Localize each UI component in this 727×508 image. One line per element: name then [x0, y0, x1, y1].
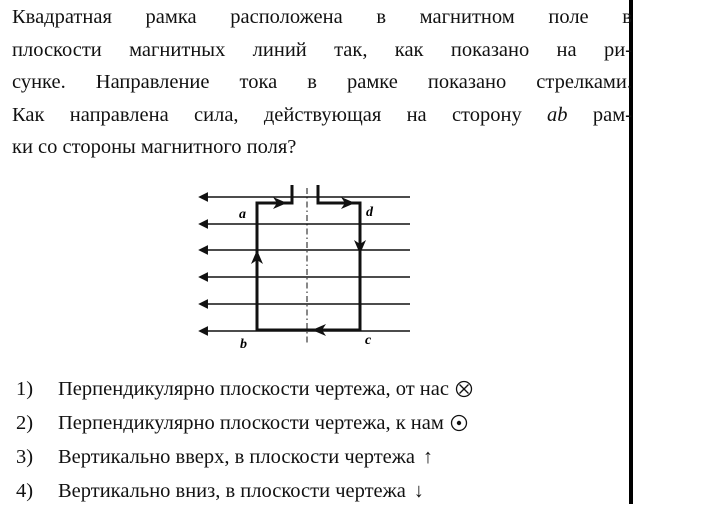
- problem-line-3: сунке. Направление тока в рамке показано стрелками.: [12, 71, 632, 93]
- answer-option-1[interactable]: [16, 372, 473, 406]
- option-text: Перпендикулярно плоскости чертежа, от нас: [58, 378, 449, 400]
- corner-label-b: b: [240, 337, 247, 350]
- problem-line-4-tail: рам-: [592, 103, 632, 126]
- corner-label-a: a: [239, 207, 246, 222]
- frame-right-part: [307, 185, 360, 330]
- corner-label-d: d: [366, 205, 373, 220]
- arrow-up-icon: ↑: [423, 446, 434, 468]
- magnetic-field-lines: [207, 197, 410, 331]
- answer-options: [16, 372, 473, 508]
- frame-diagram-svg: [195, 178, 415, 350]
- cross-in-circle-icon: [455, 380, 473, 398]
- problem-line-4-head: Как направлена сила, действующая на сторону: [12, 103, 522, 126]
- arrow-down-icon: ↓: [413, 480, 424, 502]
- problem-line-1: Квадратная рамка расположена в магнитном поле в: [12, 6, 632, 28]
- answer-option-3[interactable]: [16, 440, 473, 474]
- option-number: 3): [16, 446, 34, 468]
- corner-label-c: c: [365, 333, 372, 348]
- problem-line-2: плоскости магнитных линий так, как показано на ри-: [12, 38, 632, 61]
- problem-line-5: ки со стороны магнитного поля?: [12, 136, 297, 158]
- option-number: 1): [16, 378, 34, 400]
- option-text: Перпендикулярно плоскости чертежа, к нам: [58, 412, 444, 434]
- problem-text: [12, 1, 632, 164]
- option-text: Вертикально вниз, в плоскости чертежа: [58, 480, 406, 502]
- frame-left-part: [257, 185, 307, 330]
- option-number: 4): [16, 480, 34, 502]
- option-text: Вертикально вверх, в плоскости чертежа: [58, 446, 416, 468]
- magnetic-frame-figure: [195, 178, 415, 350]
- side-ab-variable: ab: [547, 103, 568, 126]
- problem-line-4: [12, 99, 632, 132]
- current-arrows: [251, 197, 366, 336]
- answer-option-2[interactable]: [16, 406, 473, 440]
- answer-option-4[interactable]: [16, 474, 473, 508]
- dot-in-circle-icon: [450, 414, 468, 432]
- option-number: 2): [16, 412, 34, 434]
